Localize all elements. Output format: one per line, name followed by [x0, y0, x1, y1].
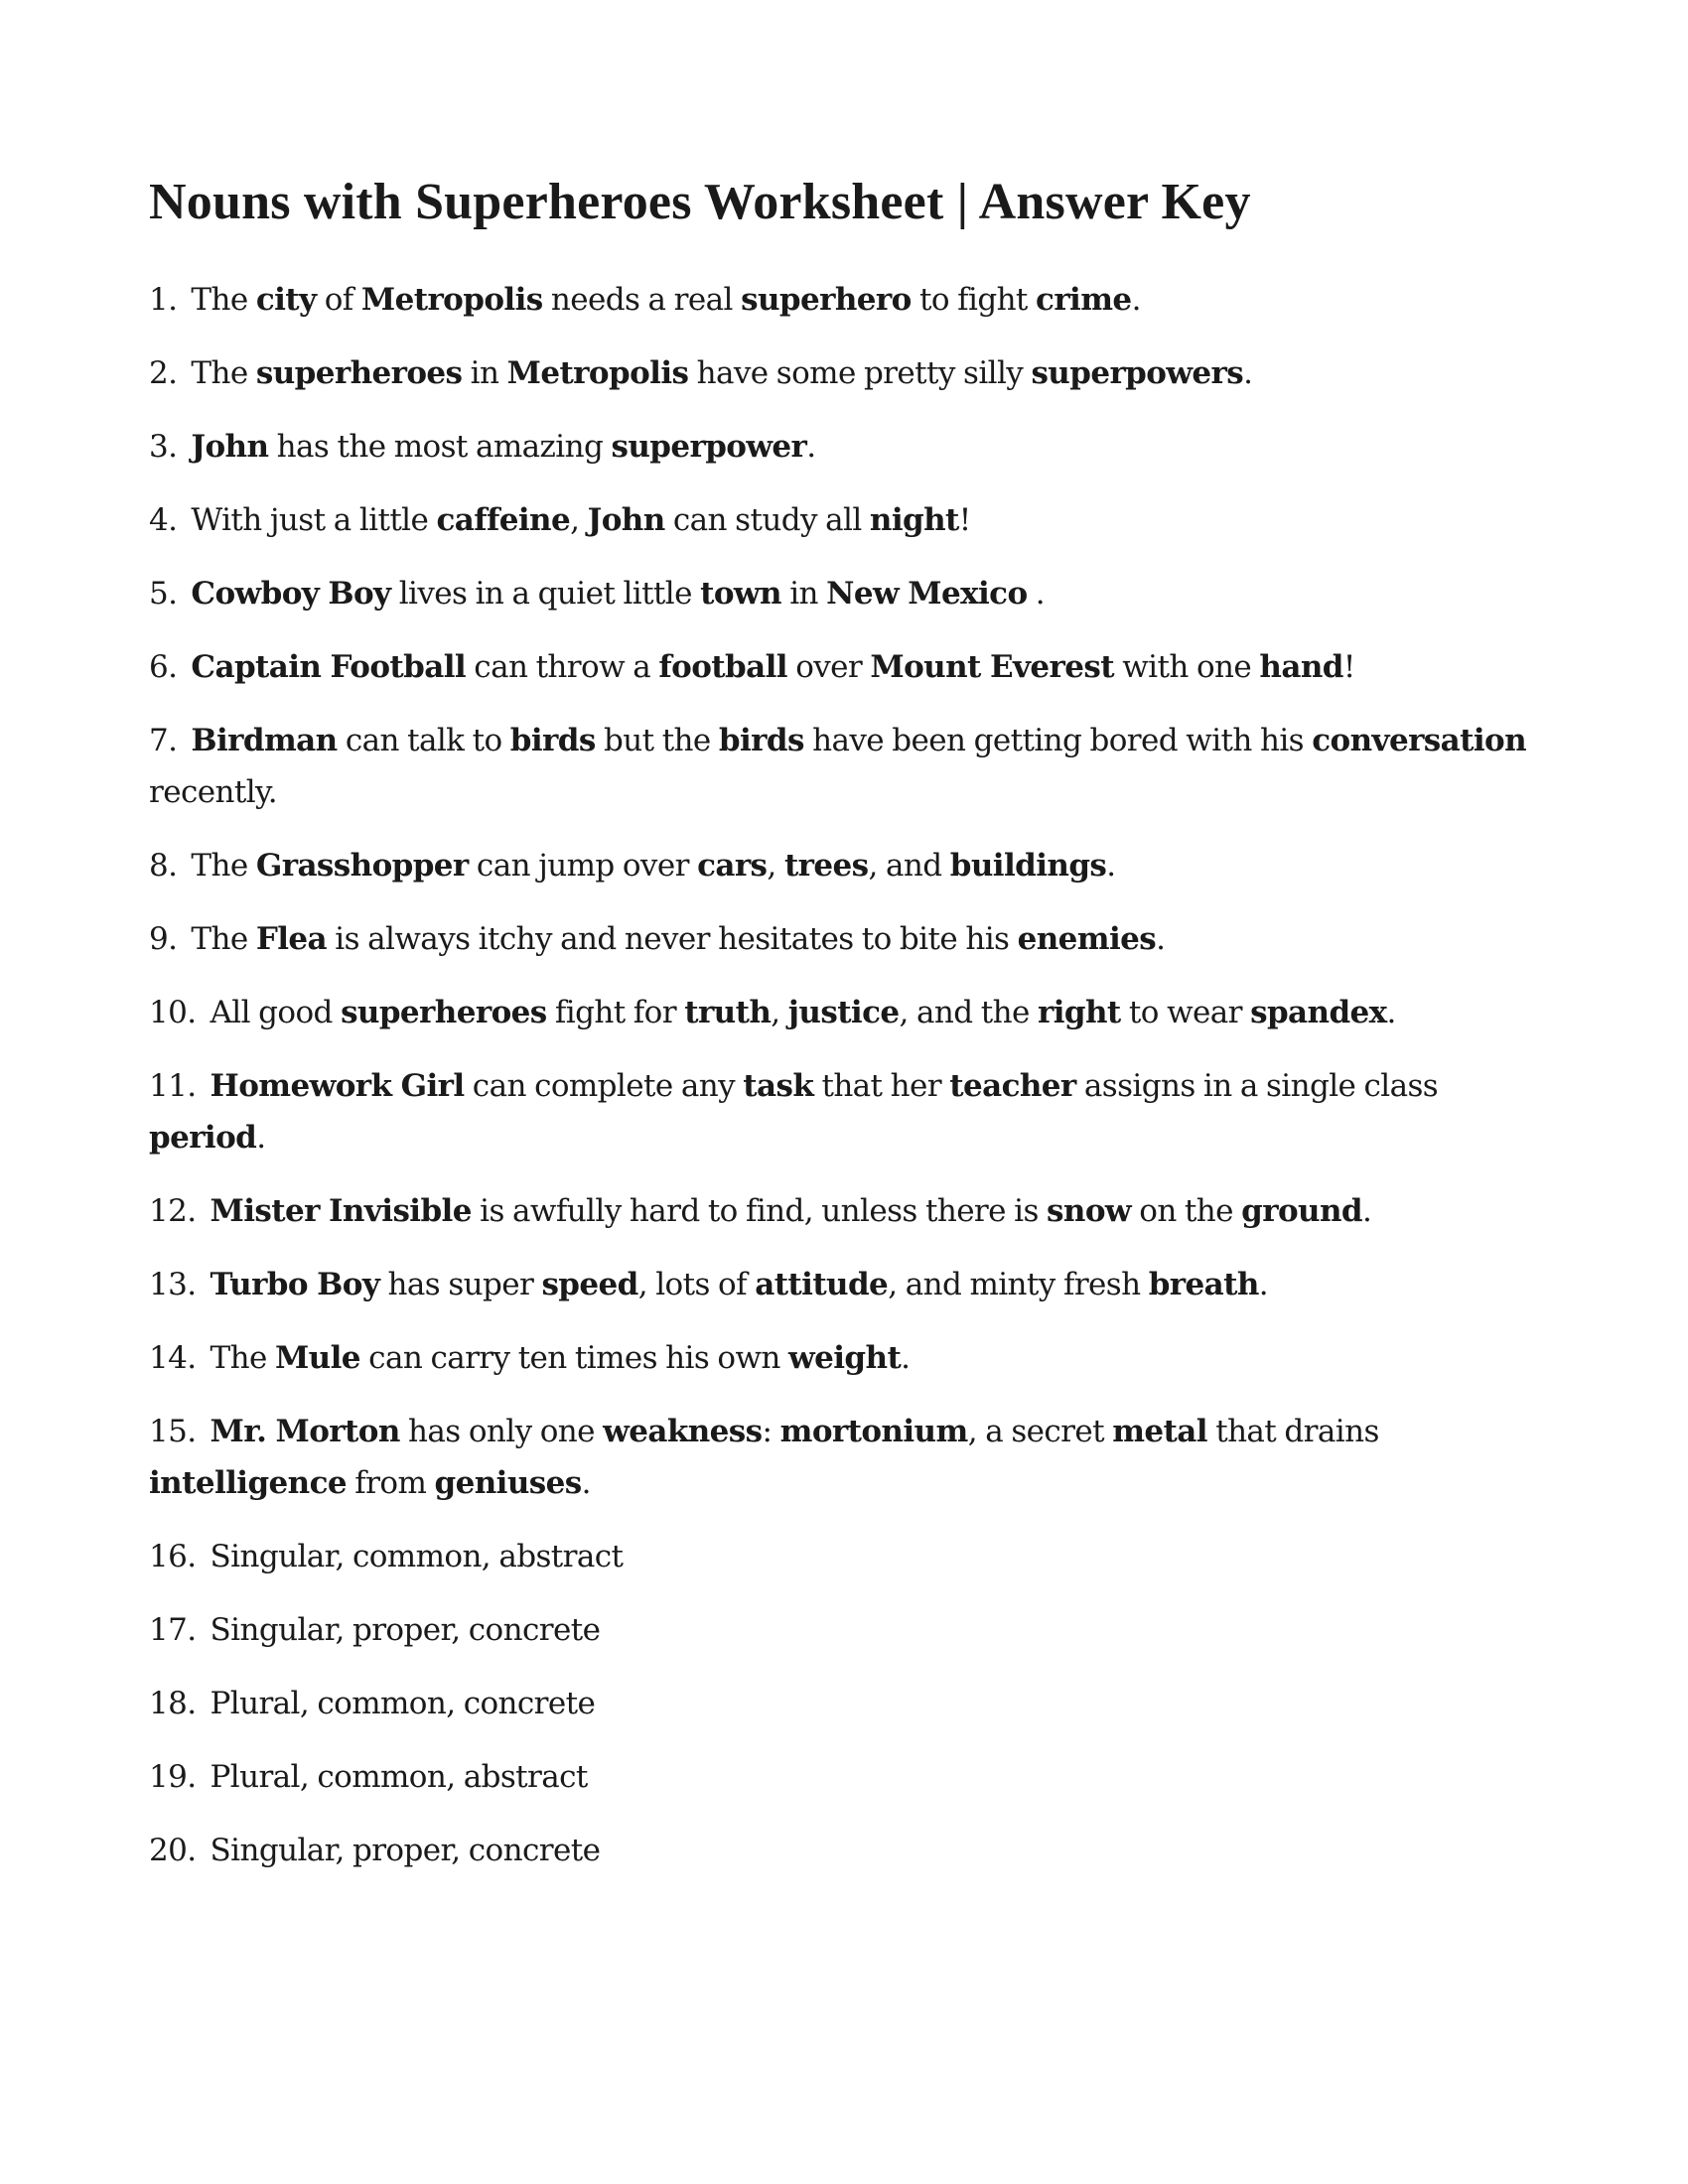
noun-answer: football	[658, 649, 787, 685]
sentence-text: is awfully hard to find, unless there is	[471, 1193, 1048, 1229]
answer-item	[149, 1825, 1559, 1876]
sentence-text: .	[1027, 576, 1046, 612]
answer-item	[149, 1259, 1559, 1310]
sentence-text: can study all	[664, 502, 870, 538]
sentence-text: .	[256, 1120, 266, 1156]
noun-answer: Metropolis	[360, 282, 543, 318]
sentence-text: needs a real	[542, 282, 742, 318]
answer-item	[149, 715, 1559, 818]
noun-answer: superpower	[611, 429, 807, 465]
noun-answer: hand	[1259, 649, 1343, 685]
answer-item	[149, 421, 1559, 473]
sentence-text: with one	[1113, 649, 1260, 685]
sentence-text: .	[901, 1340, 911, 1376]
sentence-text: .	[1156, 921, 1166, 957]
sentence-text: The	[191, 355, 256, 391]
noun-answer: birds	[718, 723, 804, 758]
sentence-text: , and the	[899, 995, 1038, 1030]
answer-item	[149, 347, 1559, 399]
sentence-text: in	[780, 576, 827, 612]
sentence-text: ,	[771, 995, 788, 1030]
item-number: 5.	[149, 576, 178, 612]
sentence-text: With just a little	[191, 502, 437, 538]
sentence-text: !	[1342, 649, 1355, 685]
noun-answer: buildings	[949, 848, 1107, 884]
sentence-text: to wear	[1120, 995, 1251, 1030]
sentence-text: recently.	[149, 774, 278, 810]
sentence-text: Singular, common, abstract	[210, 1539, 624, 1574]
item-number: 8.	[149, 848, 178, 884]
item-number: 15.	[149, 1414, 197, 1449]
sentence-text: that drains	[1206, 1414, 1379, 1449]
noun-answer: weight	[788, 1340, 902, 1376]
answer-item	[149, 1060, 1559, 1163]
sentence-text: The	[191, 921, 256, 957]
noun-answer: weakness	[603, 1414, 763, 1449]
item-number: 4.	[149, 502, 178, 538]
item-number: 17.	[149, 1612, 197, 1648]
noun-answer: Grasshopper	[255, 848, 469, 884]
sentence-text: lives in a quiet little	[390, 576, 701, 612]
sentence-text: Plural, common, concrete	[210, 1686, 596, 1721]
noun-answer: Mule	[274, 1340, 360, 1376]
noun-answer: right	[1037, 995, 1121, 1030]
noun-answer: truth	[684, 995, 772, 1030]
noun-answer: city	[255, 282, 317, 318]
answer-item	[149, 1332, 1559, 1384]
noun-answer: superhero	[741, 282, 912, 318]
sentence-text: Singular, proper, concrete	[210, 1612, 601, 1648]
answer-list	[149, 274, 1559, 1876]
sentence-text: has only one	[399, 1414, 604, 1449]
item-number: 6.	[149, 649, 178, 685]
item-number: 16.	[149, 1539, 197, 1574]
sentence-text: have some pretty silly	[688, 355, 1032, 391]
item-number: 13.	[149, 1267, 197, 1302]
sentence-text: can carry ten times his own	[359, 1340, 789, 1376]
item-number: 12.	[149, 1193, 197, 1229]
sentence-text: .	[1243, 355, 1253, 391]
answer-item	[149, 1406, 1559, 1509]
item-number: 18.	[149, 1686, 197, 1721]
sentence-text: from	[347, 1465, 435, 1501]
worksheet-page	[149, 174, 1559, 1898]
noun-answer: trees	[783, 848, 869, 884]
answer-item	[149, 1678, 1559, 1729]
noun-answer: intelligence	[149, 1465, 348, 1501]
answer-item	[149, 641, 1559, 693]
noun-answer: Birdman	[191, 723, 338, 758]
sentence-text: .	[581, 1465, 591, 1501]
item-number: 2.	[149, 355, 178, 391]
sentence-text: in	[462, 355, 507, 391]
sentence-text: The	[191, 282, 256, 318]
sentence-text: that her	[813, 1068, 950, 1104]
sentence-text: of	[316, 282, 361, 318]
answer-item	[149, 1604, 1559, 1656]
sentence-text: has super	[379, 1267, 542, 1302]
noun-answer: enemies	[1017, 921, 1157, 957]
sentence-text: over	[786, 649, 871, 685]
noun-answer: task	[743, 1068, 814, 1104]
answer-item	[149, 274, 1559, 326]
noun-answer: breath	[1148, 1267, 1259, 1302]
sentence-text: on the	[1131, 1193, 1242, 1229]
noun-answer: Mount Everest	[870, 649, 1114, 685]
noun-answer: attitude	[755, 1267, 889, 1302]
sentence-text: can jump over	[468, 848, 698, 884]
noun-answer: teacher	[949, 1068, 1076, 1104]
noun-answer: cars	[697, 848, 768, 884]
sentence-text: is always itchy and never hesitates to bite his	[327, 921, 1018, 957]
sentence-text: can complete any	[464, 1068, 744, 1104]
answer-item	[149, 840, 1559, 891]
sentence-text: !	[958, 502, 971, 538]
noun-answer: town	[700, 576, 781, 612]
noun-answer: spandex	[1250, 995, 1387, 1030]
answer-item	[149, 913, 1559, 965]
item-number: 1.	[149, 282, 178, 318]
sentence-text: to fight	[911, 282, 1037, 318]
noun-answer: crime	[1036, 282, 1132, 318]
item-number: 9.	[149, 921, 178, 957]
noun-answer: John	[191, 429, 269, 465]
item-number: 19.	[149, 1759, 197, 1795]
sentence-text: .	[1131, 282, 1141, 318]
sentence-text: , a secret	[967, 1414, 1113, 1449]
sentence-text: .	[1106, 848, 1116, 884]
noun-answer: conversation	[1312, 723, 1527, 758]
sentence-text: :	[762, 1414, 780, 1449]
answer-item	[149, 987, 1559, 1038]
noun-answer: superheroes	[255, 355, 463, 391]
answer-item	[149, 1185, 1559, 1237]
item-number: 10.	[149, 995, 197, 1030]
noun-answer: superheroes	[341, 995, 547, 1030]
noun-answer: Metropolis	[506, 355, 689, 391]
sentence-text: .	[806, 429, 816, 465]
sentence-text: .	[1258, 1267, 1269, 1302]
noun-answer: Flea	[255, 921, 328, 957]
noun-answer: Homework Girl	[210, 1068, 465, 1104]
sentence-text: , and	[868, 848, 950, 884]
sentence-text: .	[1362, 1193, 1372, 1229]
noun-answer: Mister Invisible	[210, 1193, 472, 1229]
noun-answer: caffeine	[436, 502, 571, 538]
noun-answer: Captain Football	[191, 649, 467, 685]
noun-answer: speed	[541, 1267, 638, 1302]
sentence-text: The	[191, 848, 256, 884]
sentence-text: fight for	[546, 995, 685, 1030]
page-title: Nouns with Superheroes Worksheet | Answer Key	[149, 174, 1251, 230]
noun-answer: superpowers	[1031, 355, 1244, 391]
noun-answer: ground	[1241, 1193, 1363, 1229]
item-number: 3.	[149, 429, 178, 465]
item-number: 7.	[149, 723, 178, 758]
sentence-text: has the most amazing	[268, 429, 612, 465]
sentence-text: ,	[570, 502, 588, 538]
sentence-text: assigns in a single class	[1075, 1068, 1439, 1104]
item-number: 11.	[149, 1068, 197, 1104]
sentence-text: have been getting bored with his	[803, 723, 1313, 758]
sentence-text: , lots of	[637, 1267, 756, 1302]
noun-answer: snow	[1047, 1193, 1131, 1229]
sentence-text: The	[210, 1340, 275, 1376]
noun-answer: period	[149, 1120, 257, 1156]
noun-answer: night	[869, 502, 959, 538]
item-number: 20.	[149, 1833, 197, 1868]
noun-answer: metal	[1112, 1414, 1207, 1449]
answer-item	[149, 568, 1559, 619]
noun-answer: geniuses	[434, 1465, 582, 1501]
answer-item	[149, 494, 1559, 546]
noun-answer: justice	[787, 995, 900, 1030]
sentence-text: Singular, proper, concrete	[210, 1833, 601, 1868]
sentence-text: , and minty fresh	[888, 1267, 1149, 1302]
noun-answer: Mr. Morton	[210, 1414, 400, 1449]
sentence-text: ,	[767, 848, 784, 884]
noun-answer: New Mexico	[826, 576, 1028, 612]
noun-answer: Turbo Boy	[210, 1267, 380, 1302]
sentence-text: Plural, common, abstract	[210, 1759, 588, 1795]
item-number: 14.	[149, 1340, 197, 1376]
noun-answer: Cowboy Boy	[191, 576, 391, 612]
sentence-text: .	[1386, 995, 1396, 1030]
noun-answer: mortonium	[779, 1414, 968, 1449]
noun-answer: birds	[509, 723, 596, 758]
sentence-text: but the	[595, 723, 719, 758]
answer-item	[149, 1751, 1559, 1803]
sentence-text: can throw a	[466, 649, 659, 685]
noun-answer: John	[587, 502, 665, 538]
sentence-text: All good	[210, 995, 342, 1030]
sentence-text: can talk to	[337, 723, 510, 758]
answer-item	[149, 1531, 1559, 1582]
